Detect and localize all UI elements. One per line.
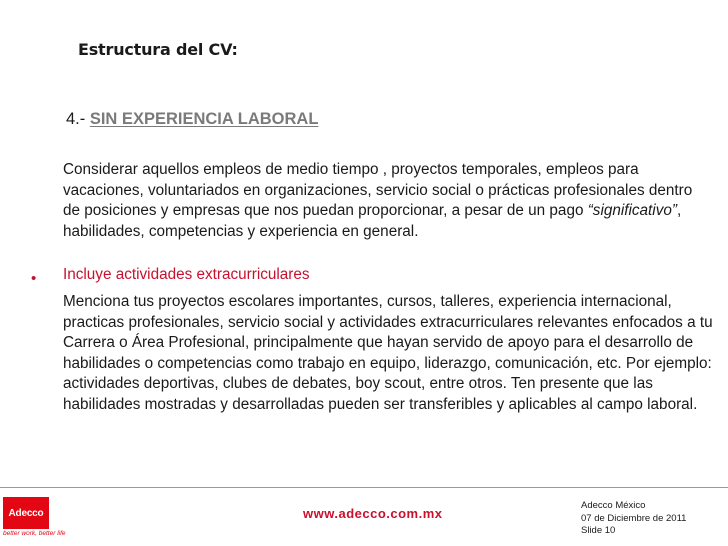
bullet-paragraph: Menciona tus proyectos escolares importantes, cursos, talleres, experiencia internacional, practicas profesionales, servicio social y actividades extracurriculares relevantes enfocados a tu Carrera o Área Profesional, principalmente que hayan servido de apoyo para el desarrollo de habilidades o competencias como trabajo en equipo, liderazgo, comunicación, etc. Por ejemplo: actividades deportivas, clubes de debates, boy scout, entre otros. Ten presente que las habilidades mostradas y desarrolladas pueden ser transferibles y aplicables al campo laboral. [63, 293, 713, 413]
footer-info [581, 500, 686, 538]
bullet-heading: Incluye actividades extracurriculares [63, 266, 310, 283]
slide-date: 07 de Diciembre de 2011 [581, 512, 687, 524]
intro-paragraph [63, 160, 713, 242]
logo-text: Adecco [8, 507, 44, 519]
intro-text-end: , habilidades, competencias y experiencia en general. [63, 202, 682, 240]
intro-emphasis: “significativo” [587, 202, 677, 219]
company-name: Adecco México [581, 500, 646, 511]
section-number: 4.- [66, 110, 90, 128]
slide-title: Estructura del CV: [78, 40, 238, 59]
logo-tagline: better work, better life [3, 530, 66, 537]
slide-number: Slide 10 [581, 525, 616, 536]
bullet-marker: • [31, 270, 37, 287]
section-heading [66, 110, 318, 129]
footer-divider [0, 487, 728, 488]
intro-text: Considerar aquellos empleos de medio tiempo , proyectos temporales, empleos para vacaciones, voluntariados en organizaciones, servicio social o prácticas profesionales dentro de posiciones y empresas que nos puedan proporcionar, a pesar de un pago [63, 161, 693, 219]
section-title: SIN EXPERIENCIA LABORAL [89, 110, 319, 128]
website-link[interactable]: www.adecco.com.mx [303, 506, 443, 521]
adecco-logo [3, 497, 49, 529]
